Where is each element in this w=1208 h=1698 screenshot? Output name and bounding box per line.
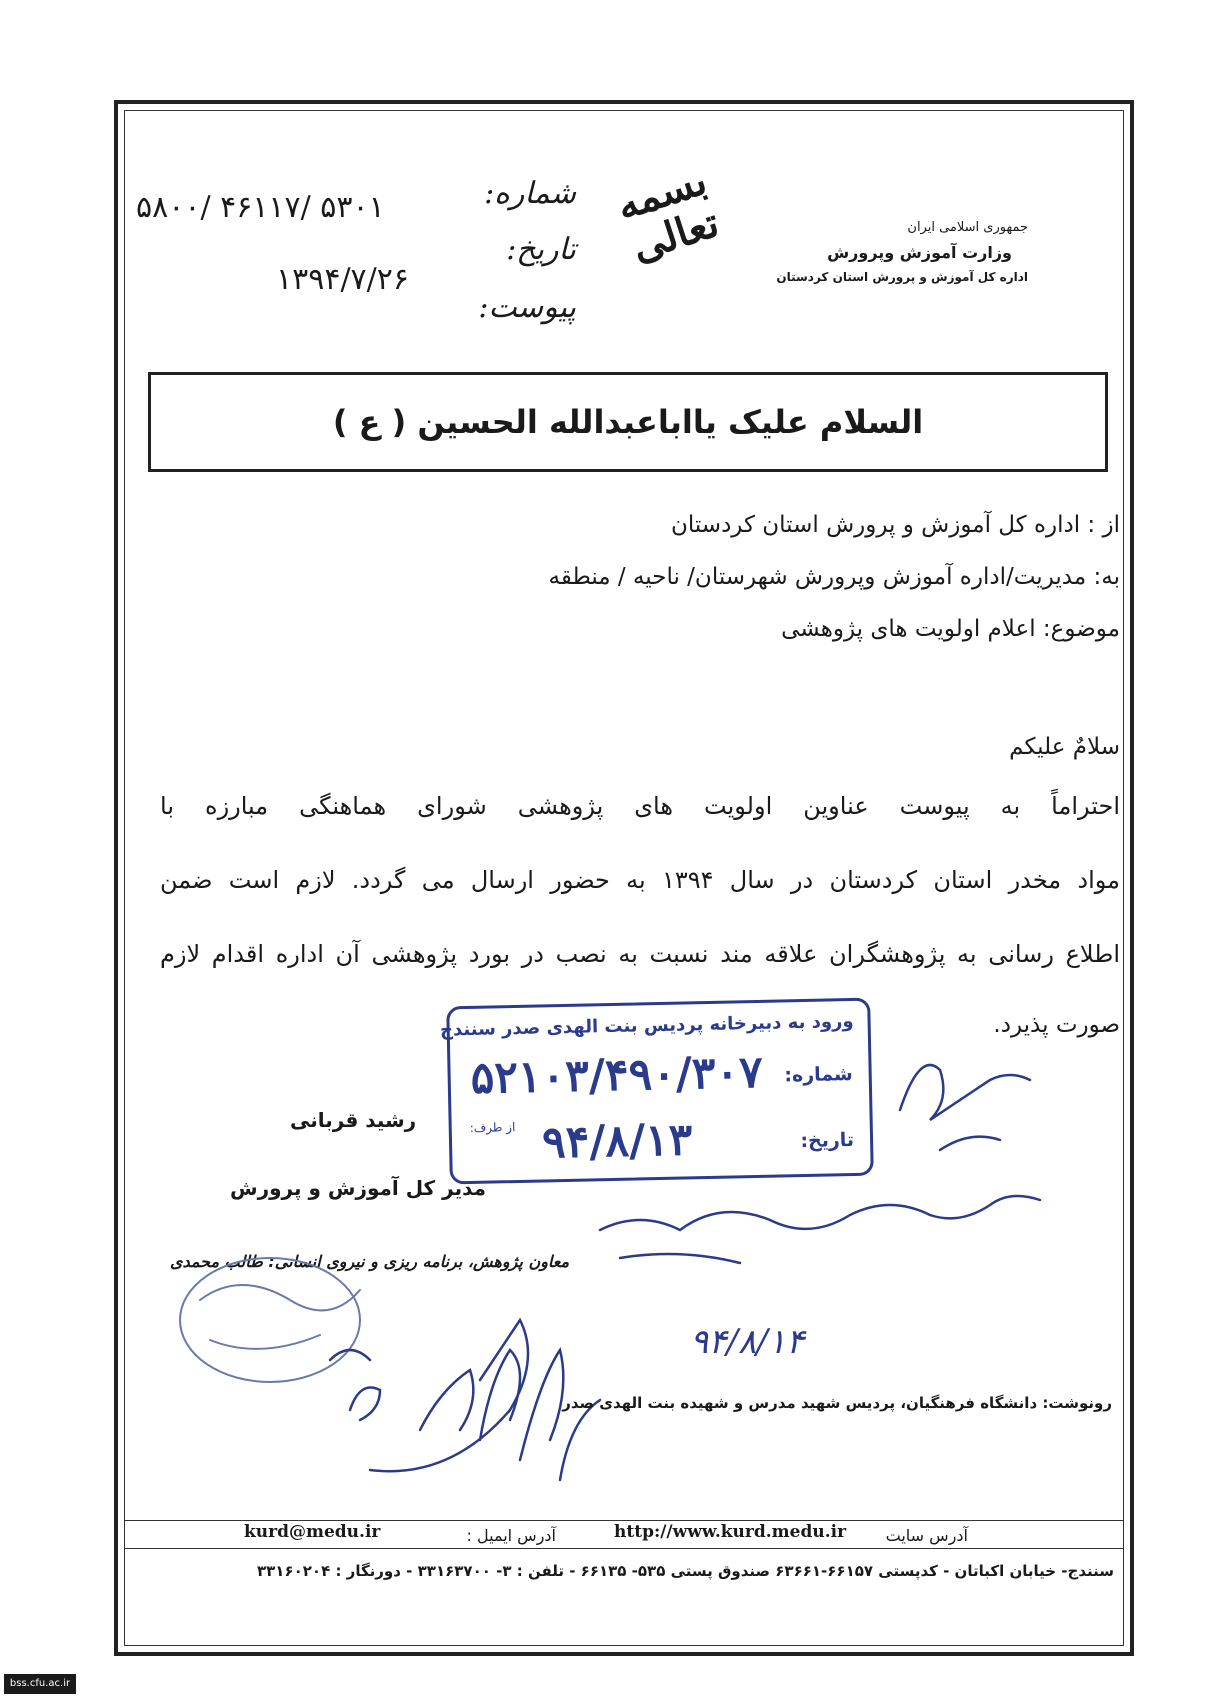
number-label: شماره: — [484, 176, 576, 211]
body-line-1: احتراماً به پیوست عناوین اولویت های پژوهشی شورای هماهنگی مبارزه با — [160, 792, 1120, 820]
watermark: bss.cfu.ac.ir — [4, 1674, 76, 1694]
department-label: اداره کل آموزش و پرورش استان کردستان — [776, 270, 1028, 284]
attachment-label: پیوست: — [478, 290, 576, 325]
handwritten-date: ۹۴/۸/۱۴ — [690, 1322, 805, 1362]
stamp-title: ورود به دبیرخانه پردیس بنت الهدی صدر سنندج — [439, 1010, 854, 1041]
greeting: سلامٌ علیکم — [1009, 734, 1120, 760]
signer-title: مدیر کل آموزش و پرورش — [230, 1176, 487, 1200]
cc-line: رونوشت: دانشگاه فرهنگیان، پردیس شهید مدرس و شهیده بنت الهدی صدر — [562, 1394, 1112, 1412]
stamp-date-label: تاریخ: — [800, 1128, 855, 1153]
letter-number: ۵۸۰۰/ ۴۶۱۱۷/ ۵۳۰۱ — [136, 190, 385, 225]
stamp-date: ۹۴/۸/۱۳ — [541, 1114, 693, 1169]
date-label: تاریخ: — [506, 232, 576, 267]
footer-email[interactable]: kurd@medu.ir — [244, 1522, 381, 1542]
from-line: از : اداره کل آموزش و پرورش استان کردستان — [670, 512, 1120, 538]
stamp-from-label: از طرف: — [469, 1120, 516, 1135]
letter-date: ۱۳۹۴/۷/۲۶ — [276, 262, 410, 297]
stamp-number-label: شماره: — [784, 1062, 853, 1087]
ministry-label: وزارت آموزش وپرورش — [827, 243, 1012, 262]
signer-name: رشید قربانی — [290, 1108, 417, 1132]
footer-divider-bottom — [124, 1548, 1124, 1549]
footer-site-label: آدرس سایت — [885, 1526, 968, 1545]
basmala: بسمه تعالی — [610, 156, 725, 271]
to-line: به: مدیریت/اداره آموزش وپرورش شهرستان/ ناحیه / منطقه — [548, 564, 1120, 590]
body-line-3: اطلاع رسانی به پژوهشگران علاقه مند نسبت به نصب در بورد پژوهشی آن اداره اقدام لازم — [160, 940, 1120, 968]
seal-outline — [180, 1258, 360, 1382]
body-line-2: مواد مخدر استان کردستان در سال ۱۳۹۴ به حضور ارسال می گردد. لازم است ضمن — [160, 866, 1121, 894]
footer-divider-top — [124, 1520, 1124, 1521]
footer-address: سنندج- خیابان اکباتان - کدپستی ۶۶۱۵۷-۶۳۶۶۱ صندوق پستی ۵۳۵- ۶۶۱۳۵ - تلفن : ۳- ۳۳۱۶۳۷۰۰ - دورنگار : ۳۳۱۶۰۲۰۴ — [256, 1562, 1114, 1580]
footer-site-url[interactable]: http://www.kurd.medu.ir — [614, 1522, 847, 1542]
body-line-4: صورت پذیرد. — [993, 1012, 1120, 1038]
republic-label: جمهوری اسلامی ایران — [907, 220, 1028, 235]
footer-email-label: آدرس ایمیل : — [466, 1526, 556, 1545]
salutation-text: السلام علیک یااباعبدالله الحسین ( ع ) — [332, 403, 924, 441]
stamp-number: ۵۲۱۰۳/۴۹۰/۳۰۷ — [470, 1046, 764, 1104]
subject-line: موضوع: اعلام اولویت های پژوهشی — [781, 616, 1120, 642]
deputy-line: معاون پژوهش، برنامه ریزی و نیروی انسانی: طالب محمدی — [170, 1252, 570, 1271]
